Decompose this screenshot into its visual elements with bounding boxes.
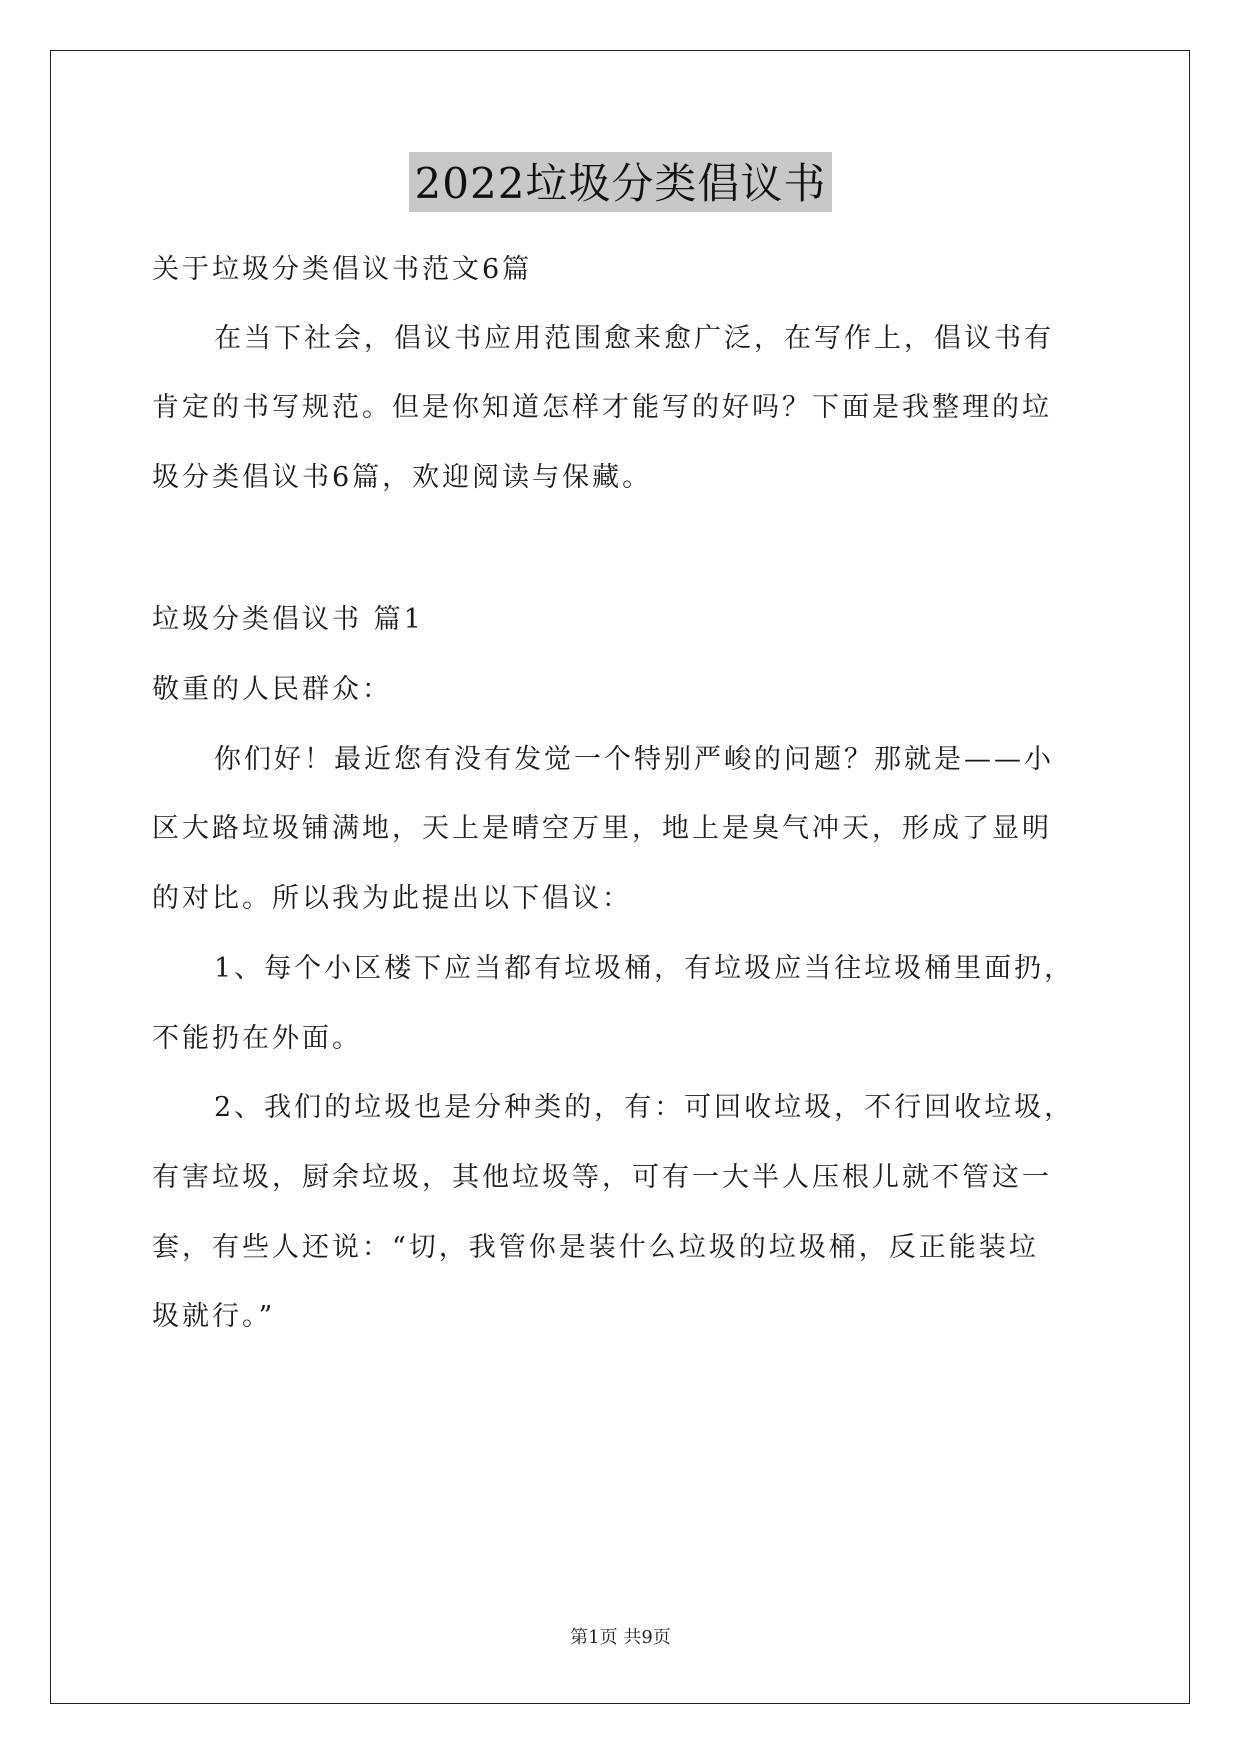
para3-line-2: 有害垃圾，厨余垃圾，其他垃圾等，可有一大半人压根儿就不管这一 (152, 1162, 1052, 1193)
para1-line-3: 的对比。所以我为此提出以下倡议： (152, 883, 632, 914)
para3-line-1: 2、我们的垃圾也是分种类的，有：可回收垃圾，不行回收垃圾， (214, 1092, 1075, 1123)
para3-line-3: 套，有些人还说：“切，我管你是装什么垃圾的垃圾桶，反正能装垃 (152, 1232, 1039, 1263)
intro-line-1: 在当下社会，倡议书应用范围愈来愈广泛，在写作上，倡议书有 (214, 323, 1054, 354)
title-container (0, 152, 1241, 212)
document-title: 2022垃圾分类倡议书 (409, 152, 833, 212)
section-heading: 垃圾分类倡议书 篇1 (152, 604, 424, 635)
para2-line-2: 不能扔在外面。 (152, 1023, 362, 1054)
document-subtitle: 关于垃圾分类倡议书范文6篇 (152, 254, 533, 285)
para1-line-1: 你们好！最近您有没有发觉一个特别严峻的问题？那就是——小 (214, 744, 1054, 775)
para2-line-1: 1、每个小区楼下应当都有垃圾桶，有垃圾应当往垃圾桶里面扔， (214, 953, 1075, 984)
intro-line-3: 圾分类倡议书6篇，欢迎阅读与保藏。 (152, 462, 653, 493)
page-footer: 第1页 共9页 (570, 1627, 671, 1648)
para1-line-2: 区大路垃圾铺满地，天上是晴空万里，地上是臭气冲天，形成了显明 (152, 813, 1052, 844)
intro-line-2: 肯定的书写规范。但是你知道怎样才能写的好吗？下面是我整理的垃 (152, 392, 1052, 423)
para3-line-4: 圾就行。” (152, 1301, 276, 1332)
salutation: 敬重的人民群众： (152, 674, 392, 705)
